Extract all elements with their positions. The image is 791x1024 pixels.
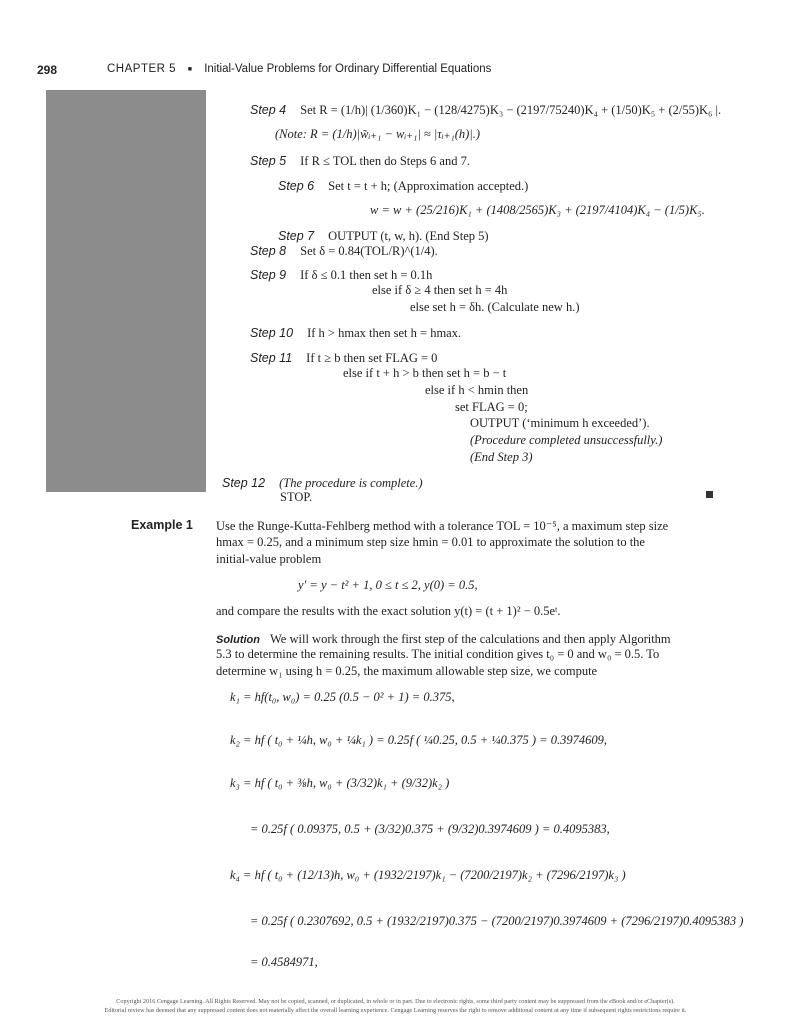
step-11-line-6: (Procedure completed unsuccessfully.) <box>470 433 663 447</box>
solution-line-2: 5.3 to determine the remaining results. The initial condition gives t₀ = 0 and w₀ = 0.5. To <box>216 647 660 661</box>
copyright-line-1: Copyright 2016 Cengage Learning. All Rights Reserved. May not be copied, scanned, or duplicated, in whole or in part. Due to electronic rights, some third party content may be suppressed from the eBook and/or eChapter(s). <box>116 998 675 1005</box>
step-11 <box>250 349 437 367</box>
step-4-note: (Note: R = (1/h)|w̃ᵢ₊₁ − wᵢ₊₁| ≈ |τᵢ₊₁(h)|.) <box>275 127 480 141</box>
step-9 <box>250 266 432 284</box>
k1-equation: k₁ = hf(t₀, w₀) = 0.25 (0.5 − 0² + 1) = 0.375, <box>230 690 455 704</box>
example-line-1: Use the Runge-Kutta-Fehlberg method with a tolerance TOL = 10⁻⁵, a maximum step size <box>216 519 669 533</box>
page-number: 298 <box>37 63 58 77</box>
solution-line-1: We will work through the first step of the calculations and then apply Algorithm <box>270 632 671 646</box>
solution-line-3: determine w₁ using h = 0.25, the maximum allowable step size, we compute <box>216 664 598 678</box>
step-text: If δ ≤ 0.1 then set h = 0.1h <box>300 268 433 282</box>
step-text: OUTPUT (t, w, h). (End Step 5) <box>328 229 489 243</box>
step-label: Step 10 <box>250 326 294 340</box>
step-text: Set δ = 0.84(TOL/R)^(1/4). <box>300 244 438 258</box>
step-4 <box>250 101 721 119</box>
header-bullet: ■ <box>187 66 193 73</box>
k2-equation: k₂ = hf ( t₀ + ¼h, w₀ + ¼k₁ ) = 0.25f ( ¼0.25, 0.5 + ¼0.375 ) = 0.3974609, <box>230 733 607 747</box>
step-11-line-5: OUTPUT (‘minimum h exceeded’). <box>470 416 650 430</box>
k4-evaluation: = 0.25f ( 0.2307692, 0.5 + (1932/2197)0.375 − (7200/2197)0.3974609 + (7296/2197)0.4095383 ) <box>250 914 744 928</box>
step-label: Step 9 <box>250 268 287 282</box>
step-text: Set t = t + h; (Approximation accepted.) <box>328 179 529 193</box>
step-label: Step 12 <box>222 476 266 490</box>
example-label: Example 1 <box>131 518 193 532</box>
example-line-3: initial-value problem <box>216 552 322 566</box>
step-label: Step 11 <box>250 351 293 365</box>
step-6-equation: w = w + (25/216)K₁ + (1408/2565)K₃ + (2197/4104)K₄ − (1/5)K₅. <box>370 203 705 217</box>
k3-equation: k₃ = hf ( t₀ + ⅜h, w₀ + (3/32)k₁ + (9/32)k₂ ) <box>230 776 450 790</box>
step-11-line-7: (End Step 3) <box>470 450 533 464</box>
step-11-line-4: set FLAG = 0; <box>455 400 528 414</box>
step-text: If h > hmax then set h = hmax. <box>307 326 462 340</box>
step-10 <box>250 324 461 342</box>
step-12-stop: STOP. <box>280 490 313 504</box>
step-label: Step 8 <box>250 244 287 258</box>
running-header <box>107 63 491 75</box>
k4-equation: k₄ = hf ( t₀ + (12/13)h, w₀ + (1932/2197)k₁ − (7200/2197)k₂ + (7296/2197)k₃ ) <box>230 868 626 882</box>
step-9-line-2: else if δ ≥ 4 then set h = 4h <box>372 283 508 297</box>
solution-label: Solution <box>216 634 260 646</box>
step-label: Step 6 <box>278 179 315 193</box>
step-11-line-3: else if h < hmin then <box>425 383 529 397</box>
solution-paragraph <box>216 630 671 648</box>
step-text: (The procedure is complete.) <box>279 476 423 490</box>
algorithm-sidebar-bar <box>46 90 206 492</box>
step-5 <box>250 152 470 170</box>
chapter-label: CHAPTER 5 <box>107 63 177 75</box>
step-label: Step 4 <box>250 103 287 117</box>
ivp-equation: y′ = y − t² + 1, 0 ≤ t ≤ 2, y(0) = 0.5, <box>298 578 478 592</box>
step-label: Step 7 <box>278 229 315 243</box>
step-text: If R ≤ TOL then do Steps 6 and 7. <box>300 154 470 168</box>
k4-result: = 0.4584971, <box>250 955 318 969</box>
chapter-title: Initial-Value Problems for Ordinary Differential Equations <box>204 63 492 75</box>
step-8 <box>250 242 438 260</box>
step-label: Step 5 <box>250 154 287 168</box>
k3-evaluation: = 0.25f ( 0.09375, 0.5 + (3/32)0.375 + (9/32)0.3974609 ) = 0.4095383, <box>250 822 610 836</box>
step-11-line-2: else if t + h > b then set h = b − t <box>343 366 507 380</box>
copyright-line-2: Editorial review has deemed that any suppressed content does not materially affect the overall learning experience. Cengage Learning reserves the right to remove additional content at any time if subsequent rights restrictions require it. <box>104 1007 687 1014</box>
step-12 <box>222 474 423 492</box>
step-6 <box>278 177 528 195</box>
step-9-line-3: else set h = δh. (Calculate new h.) <box>410 300 580 314</box>
step-text: Set R = (1/h)| (1/360)K₁ − (128/4275)K₃ − (2197/75240)K₄ + (1/50)K₅ + (2/55)K₆ |. <box>300 103 722 117</box>
end-of-algorithm-mark <box>706 491 713 498</box>
example-line-2: hmax = 0.25, and a minimum step size hmin = 0.01 to approximate the solution to the <box>216 535 645 549</box>
step-text: If t ≥ b then set FLAG = 0 <box>306 351 438 365</box>
example-line-4: and compare the results with the exact solution y(t) = (t + 1)² − 0.5eᵗ. <box>216 604 561 618</box>
